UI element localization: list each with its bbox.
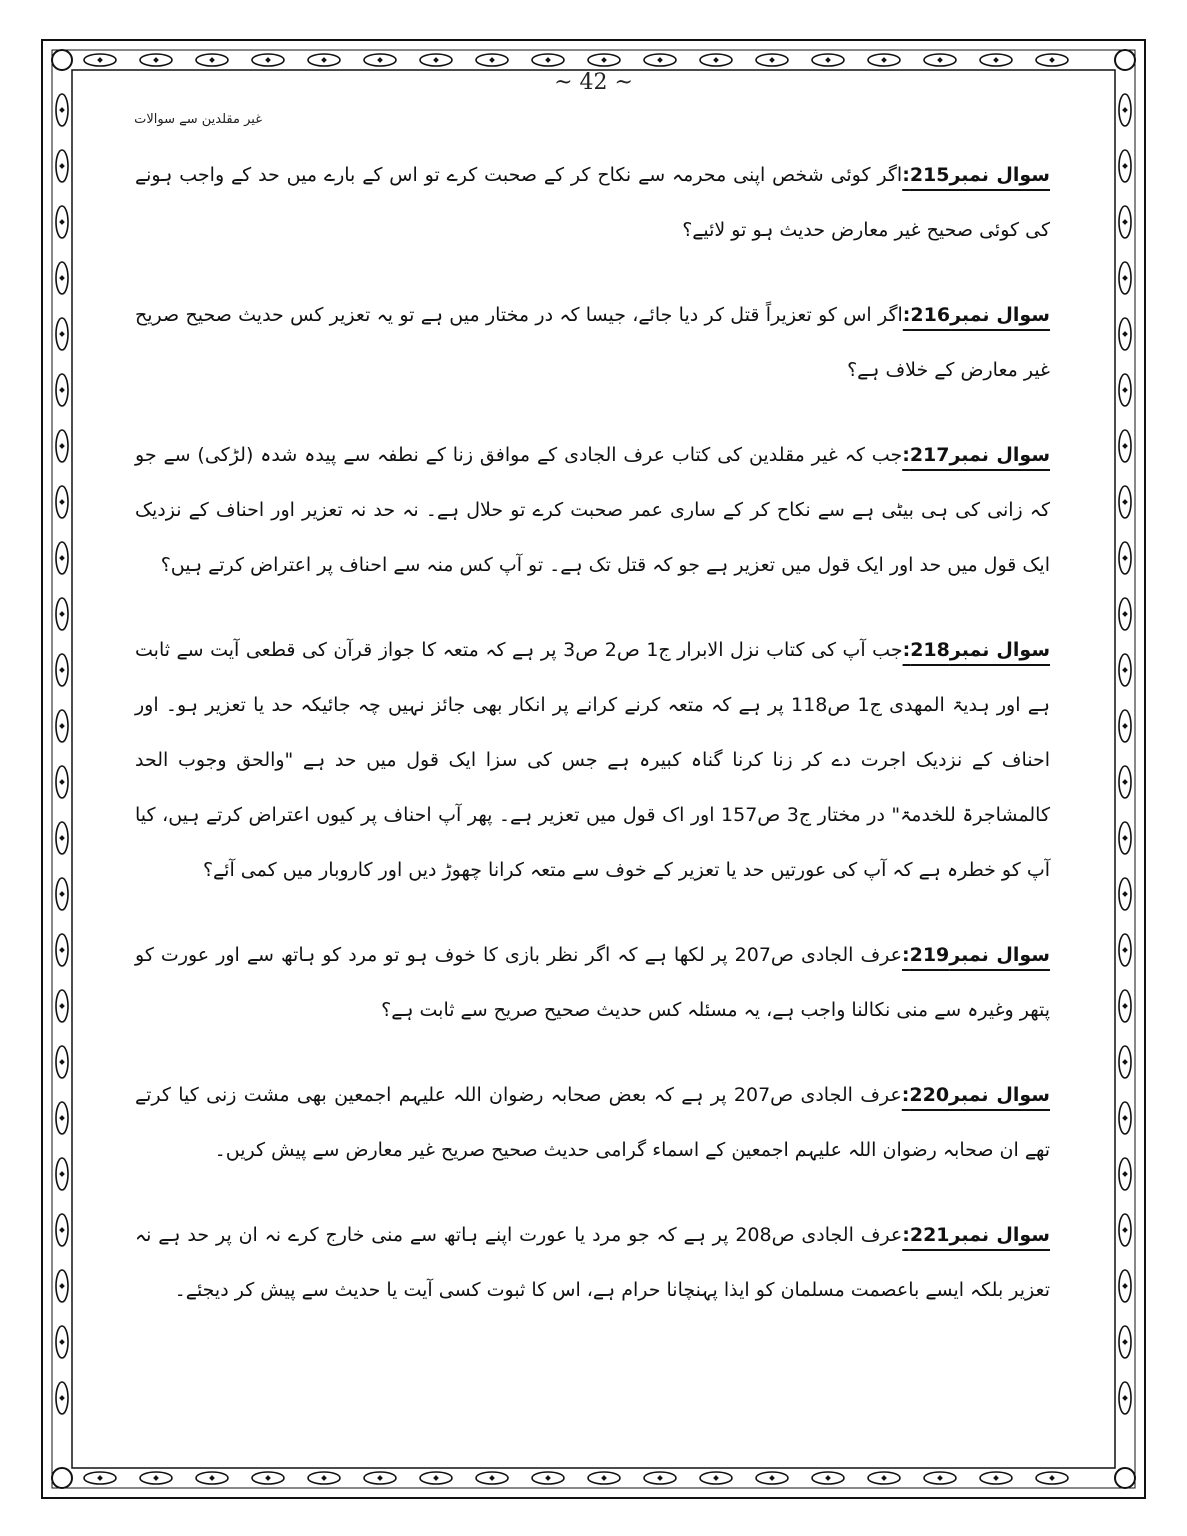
border-dot xyxy=(545,57,551,63)
border-dot xyxy=(1122,331,1128,337)
border-dot xyxy=(59,499,65,505)
border-dot xyxy=(1122,611,1128,617)
border-dot xyxy=(265,1475,271,1481)
border-dot xyxy=(993,57,999,63)
border-dot xyxy=(1122,835,1128,841)
border-dot xyxy=(153,57,159,63)
border-dot xyxy=(1122,667,1128,673)
border-corner xyxy=(1115,50,1135,70)
border-dot xyxy=(1122,107,1128,113)
border-dot xyxy=(1122,1115,1128,1121)
border-dot xyxy=(59,387,65,393)
question-219 xyxy=(135,928,1050,1038)
border-dot xyxy=(59,1059,65,1065)
border-dot xyxy=(1122,723,1128,729)
border-dot xyxy=(937,1475,943,1481)
page-number: ~ 42 ~ xyxy=(554,70,633,95)
border-dot xyxy=(59,947,65,953)
question-text: جب کہ غیر مقلدین کی کتاب عرف الجادی کے موافق زنا کے نطفہ سے پیدہ شدہ (لڑکی) سے جو کہ زانی کی ہی بیٹی ہے سے نکاح کر کے ساری عمر صحبت کرے تو حلال ہے۔ نہ حد نہ تعزیر اور احناف کے نزدیک ایک قول میں حد اور ایک قول میں تعزیر ہے جو کہ قتل تک ہے۔ تو آپ کس منہ سے احناف پر اعتراض کرتے ہیں؟ xyxy=(135,444,1050,576)
border-dot xyxy=(1122,1339,1128,1345)
border-dot xyxy=(769,57,775,63)
border-dot xyxy=(59,107,65,113)
border-dot xyxy=(657,57,663,63)
border-dot xyxy=(1122,499,1128,505)
border-dot xyxy=(1122,779,1128,785)
border-dot xyxy=(59,163,65,169)
question-text: عرف الجادی ص208 پر ہے کہ جو مرد یا عورت اپنے ہاتھ سے منی خارج کرے نہ ان پر حد ہے نہ تعزیر بلکہ ایسے باعصمت مسلمان کو ایذا پہنچانا حرام ہے، اس کا ثبوت کسی آیت یا حدیث سے پیش کر دیجئے۔ xyxy=(135,1224,1050,1301)
border-corner xyxy=(1115,1468,1135,1488)
border-dot xyxy=(825,1475,831,1481)
border-dot xyxy=(153,1475,159,1481)
border-dot xyxy=(713,57,719,63)
border-dot xyxy=(59,891,65,897)
border-dot xyxy=(1122,219,1128,225)
border-dot xyxy=(97,57,103,63)
border-dot xyxy=(377,1475,383,1481)
border-dot xyxy=(489,1475,495,1481)
border-dot xyxy=(59,1003,65,1009)
border-dot xyxy=(59,555,65,561)
question-label: سوال نمبر220: xyxy=(901,1084,1050,1106)
question-label: سوال نمبر219: xyxy=(902,944,1050,966)
border-dot xyxy=(209,57,215,63)
running-header: غیر مقلدین سے سوالات xyxy=(134,112,262,127)
border-corner xyxy=(52,1468,72,1488)
question-221 xyxy=(135,1208,1050,1318)
border-dot xyxy=(265,57,271,63)
border-dot xyxy=(1122,1283,1128,1289)
question-217 xyxy=(135,428,1050,593)
border-dot xyxy=(59,219,65,225)
border-dot xyxy=(97,1475,103,1481)
question-218 xyxy=(135,623,1050,898)
border-dot xyxy=(59,1115,65,1121)
border-dot xyxy=(59,835,65,841)
question-220 xyxy=(135,1068,1050,1178)
question-label: سوال نمبر218: xyxy=(902,639,1051,661)
question-text: عرف الجادی ص207 پر لکھا ہے کہ اگر نظر بازی کا خوف ہو تو مرد کو ہاتھ سے اور عورت کو پتھر وغیرہ سے منی نکالنا واجب ہے، یہ مسئلہ کس حدیث صحیح صریح سے ثابت ہے؟ xyxy=(135,944,1050,1021)
border-dot xyxy=(433,57,439,63)
border-dot xyxy=(1122,555,1128,561)
border-dot xyxy=(545,1475,551,1481)
border-dot xyxy=(1122,947,1128,953)
border-dot xyxy=(377,57,383,63)
border-dot xyxy=(993,1475,999,1481)
border-dot xyxy=(59,1395,65,1401)
border-dot xyxy=(59,723,65,729)
question-text: عرف الجادی ص207 پر ہے کہ بعض صحابہ رضوان اللہ علیہم اجمعین بھی مشت زنی کیا کرتے تھے ان صحابہ رضوان اللہ علیہم اجمعین کے اسماء گرامی حدیث صحیح صریح غیر معارض سے پیش کریں۔ xyxy=(135,1084,1050,1161)
border-dot xyxy=(59,779,65,785)
border-dot xyxy=(713,1475,719,1481)
border-dot xyxy=(1122,443,1128,449)
question-label: سوال نمبر221: xyxy=(902,1224,1050,1246)
border-dot xyxy=(657,1475,663,1481)
border-dot xyxy=(59,667,65,673)
border-corner xyxy=(52,50,72,70)
border-dot xyxy=(1122,1171,1128,1177)
border-dot xyxy=(433,1475,439,1481)
border-dot xyxy=(937,57,943,63)
border-dot xyxy=(209,1475,215,1481)
border-dot xyxy=(59,1227,65,1233)
border-dot xyxy=(321,1475,327,1481)
border-dot xyxy=(1049,1475,1055,1481)
border-dot xyxy=(59,275,65,281)
border-dot xyxy=(881,57,887,63)
border-dot xyxy=(321,57,327,63)
border-dot xyxy=(1049,57,1055,63)
question-text: جب آپ کی کتاب نزل الابرار ج1 ص2 ص3 پر ہے کہ متعہ کا جواز قرآن کی قطعی آیت سے ثابت ہے اور ہدیۃ المھدی ج1 ص118 پر ہے کہ متعہ کرنے کرانے پر انکار بھی جائز نہیں چہ جائیکہ حد یا تعزیر ہو۔ اور احناف کے نزدیک اجرت دے کر زنا کرنا گناہ کبیرہ ہے جس کی سزا ایک قول میں حد ہے "والحق وجوب الحد کالمشاجرۃ للخدمۃ" در مختار ج3 ص157 اور اک قول میں تعزیر ہے۔ پھر آپ احناف پر کیوں اعتراض کرتے ہیں، کیا آپ کو خطرہ ہے کہ آپ کی عورتیں حد یا تعزیر کے خوف سے متعہ کرانا چھوڑ دیں اور کاروبار میں کمی آئے؟ xyxy=(135,639,1050,881)
border-dot xyxy=(489,57,495,63)
border-dot xyxy=(601,57,607,63)
border-dot xyxy=(601,1475,607,1481)
question-label: سوال نمبر217: xyxy=(902,444,1050,466)
border-dot xyxy=(59,1283,65,1289)
border-dot xyxy=(1122,891,1128,897)
question-215 xyxy=(135,148,1050,258)
border-dot xyxy=(1122,387,1128,393)
border-dot xyxy=(825,57,831,63)
border-dot xyxy=(59,331,65,337)
question-label: سوال نمبر216: xyxy=(902,304,1050,326)
border-dot xyxy=(1122,275,1128,281)
question-text: اگر کوئی شخص اپنی محرمہ سے نکاح کر کے صحبت کرے تو اس کے بارے میں حد کے واجب ہونے کی کوئی صحیح غیر معارض حدیث ہو تو لائیے؟ xyxy=(135,164,1050,241)
question-text: اگر اس کو تعزیراً قتل کر دیا جائے، جیسا کہ در مختار میں ہے تو یہ تعزیر کس حدیث صحیح صریح غیر معارض کے خلاف ہے؟ xyxy=(135,304,1050,381)
question-list xyxy=(135,148,1050,1348)
border-dot xyxy=(1122,1227,1128,1233)
border-dot xyxy=(59,1339,65,1345)
border-dot xyxy=(881,1475,887,1481)
border-dot xyxy=(769,1475,775,1481)
border-dot xyxy=(1122,1395,1128,1401)
question-label: سوال نمبر215: xyxy=(902,164,1050,186)
border-dot xyxy=(59,1171,65,1177)
question-216 xyxy=(135,288,1050,398)
border-dot xyxy=(59,443,65,449)
border-dot xyxy=(1122,163,1128,169)
border-dot xyxy=(1122,1059,1128,1065)
border-dot xyxy=(59,611,65,617)
border-dot xyxy=(1122,1003,1128,1009)
